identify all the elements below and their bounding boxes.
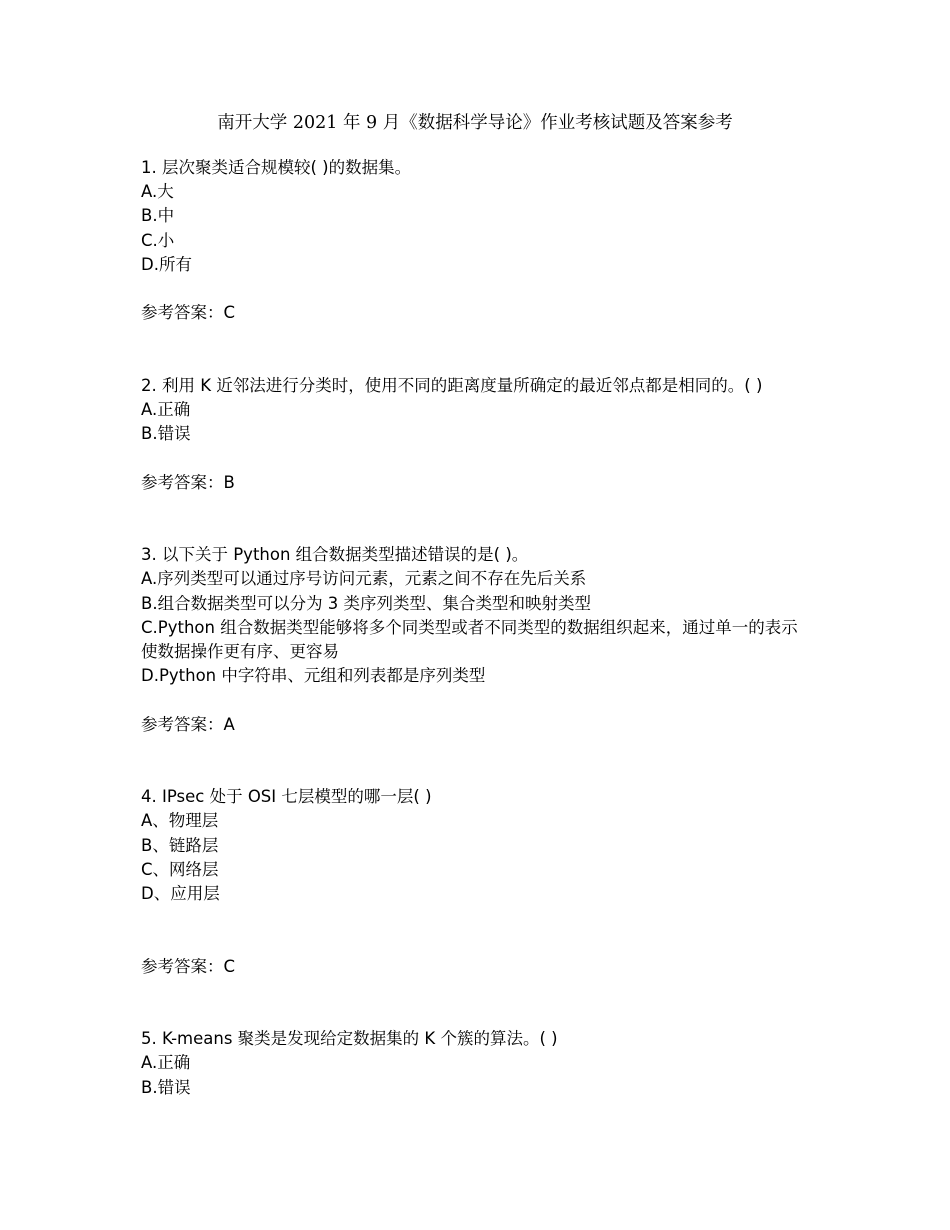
option-a: A.正确 [141, 400, 191, 419]
question-3 [141, 543, 806, 737]
document-title: 南开大学 2021 年 9 月《数据科学导论》作业考核试题及答案参考 [217, 113, 733, 133]
question-5 [141, 1027, 806, 1100]
option-a: A、物理层 [141, 811, 219, 831]
question-text: 5. K-means 聚类是发现给定数据集的 K 个簇的算法。( ) [141, 1029, 558, 1049]
spacer [141, 737, 806, 785]
question-text: 4. IPsec 处于 OSI 七层模型的哪一层( ) [141, 787, 432, 807]
option-a: A.序列类型可以通过序号访问元素，元素之间不存在先后关系 [141, 569, 587, 589]
option-d: D、应用层 [141, 884, 220, 903]
question-1 [141, 156, 806, 325]
option-b: B、链路层 [141, 835, 219, 855]
question-2 [141, 374, 806, 495]
option-b: B.错误 [141, 424, 191, 444]
option-d: D.所有 [141, 254, 192, 274]
question-list [141, 156, 806, 1100]
option-c: C.Python 组合数据类型能够将多个同类型或者不同类型的数据组织起来，通过单一的表示使数据操作更有序、更容易 [141, 617, 798, 661]
option-b: B.中 [141, 206, 175, 226]
spacer [141, 495, 806, 543]
question-4 [141, 785, 806, 979]
question-text: 2. 利用 K 近邻法进行分类时，使用不同的距离度量所确定的最近邻点都是相同的。( ) [141, 375, 763, 395]
spacer [141, 906, 806, 930]
option-a: A.大 [141, 182, 174, 202]
reference-answer: 参考答案：C [141, 303, 236, 323]
option-a: A.正确 [141, 1053, 191, 1073]
option-b: B.错误 [141, 1077, 191, 1097]
reference-answer: 参考答案：B [141, 472, 235, 492]
option-b: B.组合数据类型可以分为 3 类序列类型、集合类型和映射类型 [141, 593, 592, 613]
option-d: D.Python 中字符串、元组和列表都是序列类型 [141, 666, 486, 686]
option-c: C.小 [141, 230, 175, 250]
spacer [141, 979, 806, 1027]
reference-answer: 参考答案：A [141, 714, 235, 734]
reference-answer: 参考答案：C [141, 956, 236, 976]
question-text: 1. 层次聚类适合规模较( )的数据集。 [141, 158, 412, 177]
question-text: 3. 以下关于 Python 组合数据类型描述错误的是( )。 [141, 545, 529, 565]
spacer [141, 325, 806, 373]
option-c: C、网络层 [141, 859, 219, 879]
